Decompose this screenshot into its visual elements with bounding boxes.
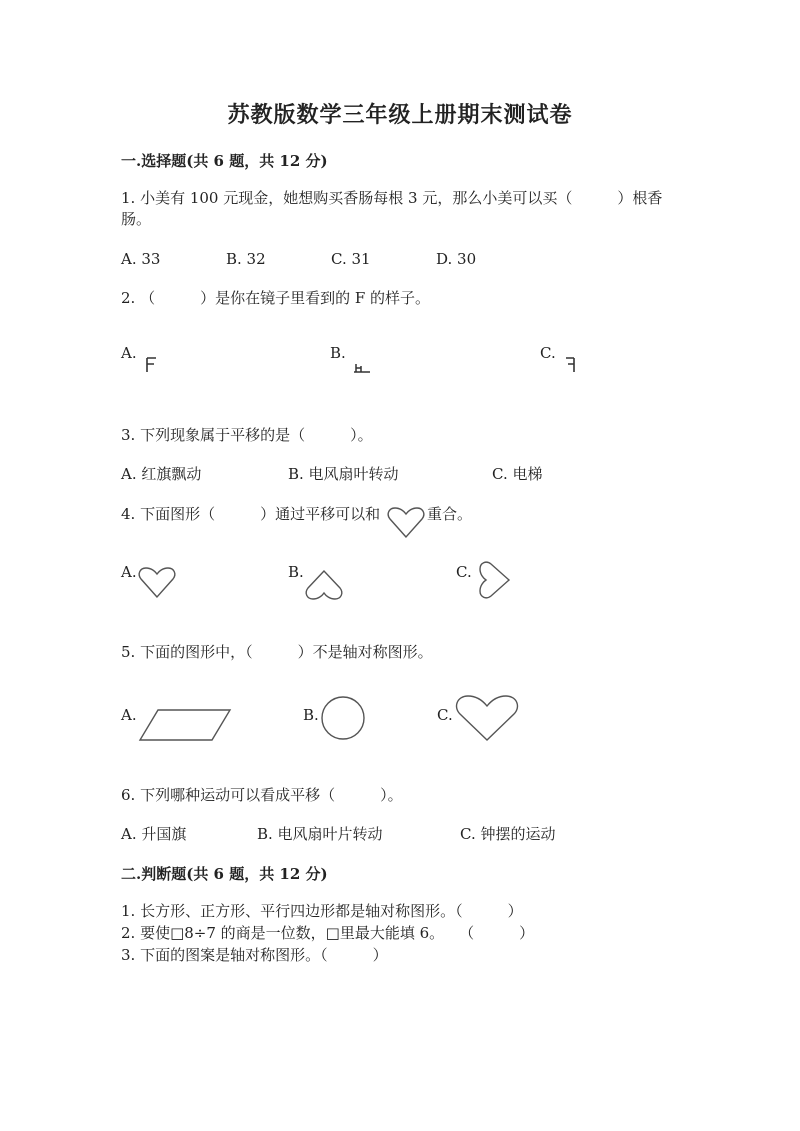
q2-option-b: B. <box>330 344 346 362</box>
heart-icon <box>452 692 522 744</box>
section-heading-judge: 二.判断题(共 6 题，共 12 分) <box>121 865 328 883</box>
q6-option-c: C. 钟摆的运动 <box>460 825 556 843</box>
q6-option-b: B. 电风扇叶片转动 <box>257 825 383 843</box>
q4-option-a: A. <box>121 563 137 581</box>
heart-option-a-icon <box>136 564 178 600</box>
question-3: 3. 下列现象属于平移的是（ ）。 <box>121 426 373 444</box>
q2-option-c: C. <box>540 344 556 362</box>
mirrored-f-icon-c <box>564 356 580 374</box>
question-2: 2. （ ）是你在镜子里看到的 F 的样子。 <box>121 289 431 307</box>
question-1-line1: 1. 小美有 100 元现金，她想购买香肠每根 3 元，那么小美可以买（ ）根香 <box>121 189 663 207</box>
mirrored-f-icon-a <box>144 356 160 374</box>
q3-option-a: A. 红旗飘动 <box>121 465 202 483</box>
parallelogram-icon <box>136 706 234 744</box>
q5-option-b: B. <box>303 706 319 724</box>
circle-icon <box>319 694 367 742</box>
q3-option-c: C. 电梯 <box>492 465 543 483</box>
question-4-after: 重合。 <box>427 505 473 523</box>
q3-option-b: B. 电风扇叶转动 <box>288 465 399 483</box>
judge-question-3: 3. 下面的图案是轴对称图形。（ ） <box>121 946 388 964</box>
judge-question-2: 2. 要使□8÷7 的商是一位数，□里最大能填 6。 （ ） <box>121 924 535 942</box>
q1-option-b: B. 32 <box>226 250 266 268</box>
q5-option-a: A. <box>121 706 137 724</box>
q4-option-b: B. <box>288 563 304 581</box>
section-heading-choice: 一.选择题(共 6 题，共 12 分) <box>121 152 328 170</box>
page-title: 苏教版数学三年级上册期末测试卷 <box>227 102 573 128</box>
question-6: 6. 下列哪种运动可以看成平移（ ）。 <box>121 786 403 804</box>
q1-option-c: C. 31 <box>331 250 371 268</box>
q4-option-c: C. <box>456 563 472 581</box>
q6-option-a: A. 升国旗 <box>121 825 187 843</box>
question-1-line2: 肠。 <box>121 210 152 228</box>
heart-option-b-icon <box>303 568 345 602</box>
judge-question-1: 1. 长方形、正方形、平行四边形都是轴对称图形。（ ） <box>121 902 523 920</box>
mirrored-f-icon-b <box>352 360 372 374</box>
q5-option-c: C. <box>437 706 453 724</box>
heart-option-c-icon <box>470 559 512 601</box>
q1-option-d: D. 30 <box>436 250 477 268</box>
question-4-before: 4. 下面图形（ ）通过平移可以和 <box>121 505 381 523</box>
heart-reference-icon <box>386 505 426 539</box>
q1-option-a: A. 33 <box>121 250 161 268</box>
question-5: 5. 下面的图形中，（ ）不是轴对称图形。 <box>121 643 433 661</box>
q2-option-a: A. <box>121 344 137 362</box>
